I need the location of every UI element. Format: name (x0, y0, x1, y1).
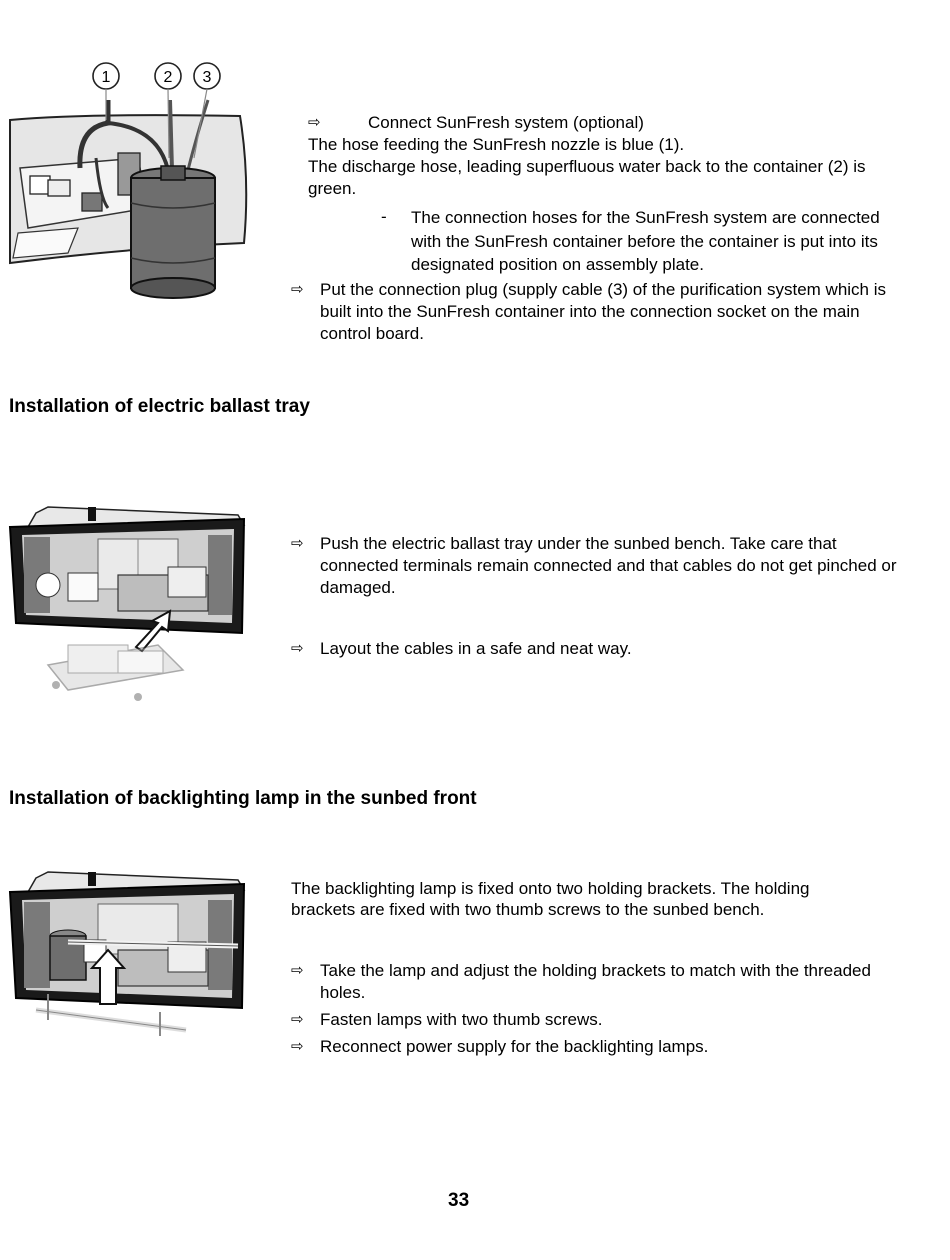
page-number: 33 (448, 1190, 470, 1211)
backlight-step-fasten: Fasten lamps with two thumb screws. (320, 1010, 603, 1029)
sunfresh-note: The connection hoses for the SunFresh system are connected with the SunFresh container before the container is put into its designated position on assembly plate. (411, 208, 880, 274)
ballast-tray-illustration (8, 505, 248, 705)
note-dash: - (381, 207, 387, 226)
sunfresh-plug-step: Put the connection plug (supply cable (3) of the purification system which is built into the SunFresh container into the connection socket on the main control board. (320, 280, 887, 343)
backlight-step-adjust: Take the lamp and adjust the holding brackets to match with the threaded holes. (320, 961, 871, 1002)
backlight-step-reconnect: Reconnect power supply for the backlighting lamps. (320, 1037, 709, 1056)
backlight-intro: The backlighting lamp is fixed onto two holding brackets. The holding brackets are fixed with two thumb screws to the sunbed bench. (291, 879, 810, 919)
ballast-step-push: Push the electric ballast tray under the sunbed bench. Take care that connected terminals remain connected and that cables do not get pinched or damaged. (320, 534, 897, 597)
step-arrow-icon: ⇨ (291, 1038, 304, 1055)
backlight-lamp-illustration (8, 870, 248, 1042)
callout-1 (93, 63, 119, 120)
sunfresh-container-illustration (8, 58, 248, 303)
svg-text:1: 1 (101, 69, 111, 86)
step-arrow-icon: ⇨ (291, 281, 304, 298)
step-arrow-icon: ⇨ (291, 1011, 304, 1028)
step-arrow-icon: ⇨ (291, 962, 304, 979)
sunfresh-green-hose-text: The discharge hose, leading superfluous water back to the container (2) is green. (308, 157, 866, 198)
backlight-heading: Installation of backlighting lamp in the sunbed front (9, 788, 477, 809)
sunfresh-blue-hose-text: The hose feeding the SunFresh nozzle is blue (1). (308, 135, 685, 154)
svg-text:3: 3 (202, 69, 212, 86)
ballast-step-cables: Layout the cables in a safe and neat way. (320, 639, 632, 658)
step-arrow-icon: ⇨ (291, 535, 304, 552)
step-arrow-icon: ⇨ (291, 640, 304, 657)
svg-text:2: 2 (163, 69, 173, 86)
sunfresh-step-title: Connect SunFresh system (optional) (368, 113, 644, 132)
ballast-heading: Installation of electric ballast tray (9, 396, 310, 417)
step-arrow-icon: ⇨ (308, 114, 321, 131)
